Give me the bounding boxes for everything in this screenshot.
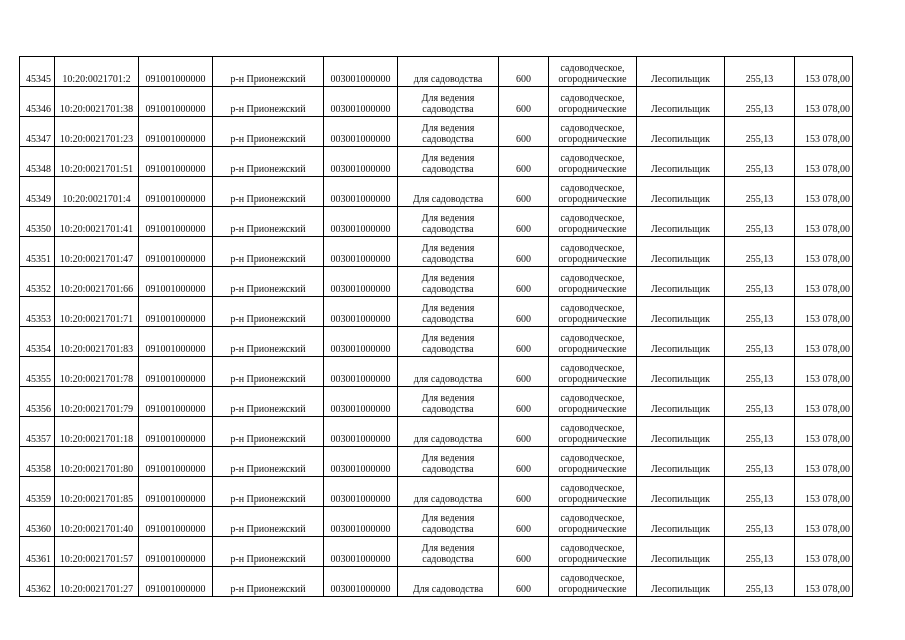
district-cell: р-н Прионежский [213,537,324,567]
okato-code-cell: 091001000000 [139,357,213,387]
row-number-cell: 45359 [20,477,55,507]
area-cell: 600 [499,507,549,537]
cadastral-value-cell: 153 078,00 [795,537,853,567]
cadastral-value-cell: 153 078,00 [795,327,853,357]
area-cell: 600 [499,177,549,207]
district-cell: р-н Прионежский [213,357,324,387]
oktmo-code-cell: 003001000000 [324,387,398,417]
table-row [20,327,853,357]
unit-value-cell: 255,13 [725,567,795,597]
table-row [20,537,853,567]
row-number-cell: 45346 [20,87,55,117]
row-number-cell: 45358 [20,447,55,477]
table-row [20,207,853,237]
okato-code-cell: 091001000000 [139,297,213,327]
settlement-cell: Лесопильщик [637,117,725,147]
cadastral-value-cell: 153 078,00 [795,297,853,327]
district-cell: р-н Прионежский [213,117,324,147]
unit-value-cell: 255,13 [725,447,795,477]
okato-code-cell: 091001000000 [139,447,213,477]
table-row [20,117,853,147]
land-use-cell: для садоводства [398,57,499,87]
cadastral-number-cell: 10:20:0021701:4 [55,177,139,207]
cadastral-number-cell: 10:20:0021701:71 [55,297,139,327]
cadastral-value-cell: 153 078,00 [795,477,853,507]
table-row [20,507,853,537]
category-cell: садоводческое, огороднические [549,567,637,597]
land-use-cell: Для ведения садоводства [398,267,499,297]
unit-value-cell: 255,13 [725,117,795,147]
oktmo-code-cell: 003001000000 [324,117,398,147]
okato-code-cell: 091001000000 [139,387,213,417]
table-row [20,567,853,597]
district-cell: р-н Прионежский [213,567,324,597]
unit-value-cell: 255,13 [725,507,795,537]
unit-value-cell: 255,13 [725,267,795,297]
land-use-cell: Для ведения садоводства [398,537,499,567]
oktmo-code-cell: 003001000000 [324,87,398,117]
cadastral-value-cell: 153 078,00 [795,387,853,417]
unit-value-cell: 255,13 [725,237,795,267]
category-cell: садоводческое, огороднические [549,267,637,297]
cadastral-number-cell: 10:20:0021701:51 [55,147,139,177]
category-cell: садоводческое, огороднические [549,237,637,267]
okato-code-cell: 091001000000 [139,177,213,207]
cadastral-number-cell: 10:20:0021701:38 [55,87,139,117]
okato-code-cell: 091001000000 [139,207,213,237]
area-cell: 600 [499,207,549,237]
cadastral-number-cell: 10:20:0021701:27 [55,567,139,597]
cadastral-value-cell: 153 078,00 [795,567,853,597]
unit-value-cell: 255,13 [725,207,795,237]
settlement-cell: Лесопильщик [637,417,725,447]
table-body [20,57,853,597]
settlement-cell: Лесопильщик [637,537,725,567]
category-cell: садоводческое, огороднические [549,447,637,477]
land-use-cell: Для ведения садоводства [398,147,499,177]
table-row [20,147,853,177]
category-cell: садоводческое, огороднические [549,327,637,357]
cadastral-number-cell: 10:20:0021701:2 [55,57,139,87]
category-cell: садоводческое, огороднические [549,177,637,207]
category-cell: садоводческое, огороднические [549,537,637,567]
cadastral-number-cell: 10:20:0021701:66 [55,267,139,297]
district-cell: р-н Прионежский [213,267,324,297]
oktmo-code-cell: 003001000000 [324,417,398,447]
oktmo-code-cell: 003001000000 [324,327,398,357]
row-number-cell: 45347 [20,117,55,147]
oktmo-code-cell: 003001000000 [324,567,398,597]
okato-code-cell: 091001000000 [139,327,213,357]
district-cell: р-н Прионежский [213,207,324,237]
table-row [20,87,853,117]
category-cell: садоводческое, огороднические [549,507,637,537]
unit-value-cell: 255,13 [725,477,795,507]
unit-value-cell: 255,13 [725,297,795,327]
okato-code-cell: 091001000000 [139,417,213,447]
settlement-cell: Лесопильщик [637,447,725,477]
area-cell: 600 [499,57,549,87]
district-cell: р-н Прионежский [213,147,324,177]
settlement-cell: Лесопильщик [637,57,725,87]
unit-value-cell: 255,13 [725,177,795,207]
table-row [20,447,853,477]
table-row [20,237,853,267]
category-cell: садоводческое, огороднические [549,477,637,507]
oktmo-code-cell: 003001000000 [324,147,398,177]
table-row [20,417,853,447]
settlement-cell: Лесопильщик [637,567,725,597]
area-cell: 600 [499,237,549,267]
row-number-cell: 45362 [20,567,55,597]
okato-code-cell: 091001000000 [139,507,213,537]
table-row [20,57,853,87]
okato-code-cell: 091001000000 [139,147,213,177]
table-row [20,357,853,387]
row-number-cell: 45349 [20,177,55,207]
district-cell: р-н Прионежский [213,507,324,537]
okato-code-cell: 091001000000 [139,87,213,117]
row-number-cell: 45361 [20,537,55,567]
oktmo-code-cell: 003001000000 [324,357,398,387]
area-cell: 600 [499,567,549,597]
row-number-cell: 45351 [20,237,55,267]
settlement-cell: Лесопильщик [637,237,725,267]
settlement-cell: Лесопильщик [637,177,725,207]
settlement-cell: Лесопильщик [637,387,725,417]
category-cell: садоводческое, огороднические [549,387,637,417]
row-number-cell: 45360 [20,507,55,537]
oktmo-code-cell: 003001000000 [324,237,398,267]
cadastral-number-cell: 10:20:0021701:80 [55,447,139,477]
row-number-cell: 45352 [20,267,55,297]
cadastral-value-cell: 153 078,00 [795,237,853,267]
unit-value-cell: 255,13 [725,537,795,567]
area-cell: 600 [499,387,549,417]
land-use-cell: Для ведения садоводства [398,237,499,267]
category-cell: садоводческое, огороднические [549,87,637,117]
cadastral-value-cell: 153 078,00 [795,177,853,207]
row-number-cell: 45356 [20,387,55,417]
land-use-cell: Для ведения садоводства [398,447,499,477]
district-cell: р-н Прионежский [213,387,324,417]
settlement-cell: Лесопильщик [637,477,725,507]
settlement-cell: Лесопильщик [637,297,725,327]
unit-value-cell: 255,13 [725,87,795,117]
cadastral-number-cell: 10:20:0021701:85 [55,477,139,507]
okato-code-cell: 091001000000 [139,267,213,297]
cadastral-value-cell: 153 078,00 [795,87,853,117]
land-use-cell: для садоводства [398,477,499,507]
unit-value-cell: 255,13 [725,357,795,387]
oktmo-code-cell: 003001000000 [324,267,398,297]
cadastral-number-cell: 10:20:0021701:41 [55,207,139,237]
oktmo-code-cell: 003001000000 [324,297,398,327]
land-use-cell: Для садоводства [398,567,499,597]
oktmo-code-cell: 003001000000 [324,477,398,507]
district-cell: р-н Прионежский [213,57,324,87]
unit-value-cell: 255,13 [725,417,795,447]
category-cell: садоводческое, огороднические [549,357,637,387]
okato-code-cell: 091001000000 [139,537,213,567]
cadastral-number-cell: 10:20:0021701:79 [55,387,139,417]
category-cell: садоводческое, огороднические [549,207,637,237]
settlement-cell: Лесопильщик [637,147,725,177]
district-cell: р-н Прионежский [213,297,324,327]
district-cell: р-н Прионежский [213,417,324,447]
okato-code-cell: 091001000000 [139,477,213,507]
category-cell: садоводческое, огороднические [549,417,637,447]
land-plot-table [19,56,853,597]
land-use-cell: Для ведения садоводства [398,297,499,327]
oktmo-code-cell: 003001000000 [324,57,398,87]
okato-code-cell: 091001000000 [139,237,213,267]
district-cell: р-н Прионежский [213,237,324,267]
area-cell: 600 [499,357,549,387]
category-cell: садоводческое, огороднические [549,147,637,177]
settlement-cell: Лесопильщик [637,267,725,297]
unit-value-cell: 255,13 [725,327,795,357]
row-number-cell: 45354 [20,327,55,357]
land-use-cell: Для ведения садоводства [398,507,499,537]
cadastral-value-cell: 153 078,00 [795,417,853,447]
land-use-cell: Для ведения садоводства [398,387,499,417]
row-number-cell: 45353 [20,297,55,327]
unit-value-cell: 255,13 [725,147,795,177]
area-cell: 600 [499,147,549,177]
settlement-cell: Лесопильщик [637,327,725,357]
area-cell: 600 [499,117,549,147]
district-cell: р-н Прионежский [213,177,324,207]
table-row [20,267,853,297]
row-number-cell: 45357 [20,417,55,447]
land-use-cell: Для ведения садоводства [398,87,499,117]
land-use-cell: для садоводства [398,357,499,387]
oktmo-code-cell: 003001000000 [324,537,398,567]
district-cell: р-н Прионежский [213,477,324,507]
area-cell: 600 [499,537,549,567]
row-number-cell: 45345 [20,57,55,87]
okato-code-cell: 091001000000 [139,117,213,147]
settlement-cell: Лесопильщик [637,87,725,117]
row-number-cell: 45348 [20,147,55,177]
cadastral-value-cell: 153 078,00 [795,267,853,297]
cadastral-number-cell: 10:20:0021701:18 [55,417,139,447]
district-cell: р-н Прионежский [213,447,324,477]
table-row [20,297,853,327]
row-number-cell: 45350 [20,207,55,237]
settlement-cell: Лесопильщик [637,207,725,237]
cadastral-value-cell: 153 078,00 [795,147,853,177]
okato-code-cell: 091001000000 [139,567,213,597]
table-row [20,477,853,507]
cadastral-value-cell: 153 078,00 [795,357,853,387]
row-number-cell: 45355 [20,357,55,387]
cadastral-number-cell: 10:20:0021701:47 [55,237,139,267]
oktmo-code-cell: 003001000000 [324,207,398,237]
area-cell: 600 [499,417,549,447]
cadastral-value-cell: 153 078,00 [795,207,853,237]
area-cell: 600 [499,477,549,507]
cadastral-number-cell: 10:20:0021701:40 [55,507,139,537]
land-use-cell: Для ведения садоводства [398,117,499,147]
category-cell: садоводческое, огороднические [549,57,637,87]
land-use-cell: Для ведения садоводства [398,327,499,357]
cadastral-value-cell: 153 078,00 [795,117,853,147]
cadastral-value-cell: 153 078,00 [795,507,853,537]
area-cell: 600 [499,327,549,357]
land-use-cell: Для садоводства [398,177,499,207]
unit-value-cell: 255,13 [725,57,795,87]
settlement-cell: Лесопильщик [637,507,725,537]
area-cell: 600 [499,297,549,327]
cadastral-value-cell: 153 078,00 [795,447,853,477]
cadastral-number-cell: 10:20:0021701:78 [55,357,139,387]
okato-code-cell: 091001000000 [139,57,213,87]
cadastral-number-cell: 10:20:0021701:23 [55,117,139,147]
settlement-cell: Лесопильщик [637,357,725,387]
land-use-cell: Для ведения садоводства [398,207,499,237]
oktmo-code-cell: 003001000000 [324,447,398,477]
cadastral-value-cell: 153 078,00 [795,57,853,87]
district-cell: р-н Прионежский [213,87,324,117]
area-cell: 600 [499,267,549,297]
cadastral-number-cell: 10:20:0021701:57 [55,537,139,567]
category-cell: садоводческое, огороднические [549,297,637,327]
area-cell: 600 [499,447,549,477]
category-cell: садоводческое, огороднические [549,117,637,147]
oktmo-code-cell: 003001000000 [324,507,398,537]
document-page [19,56,853,597]
area-cell: 600 [499,87,549,117]
table-row [20,177,853,207]
oktmo-code-cell: 003001000000 [324,177,398,207]
table-row [20,387,853,417]
land-use-cell: для садоводства [398,417,499,447]
cadastral-number-cell: 10:20:0021701:83 [55,327,139,357]
district-cell: р-н Прионежский [213,327,324,357]
unit-value-cell: 255,13 [725,387,795,417]
